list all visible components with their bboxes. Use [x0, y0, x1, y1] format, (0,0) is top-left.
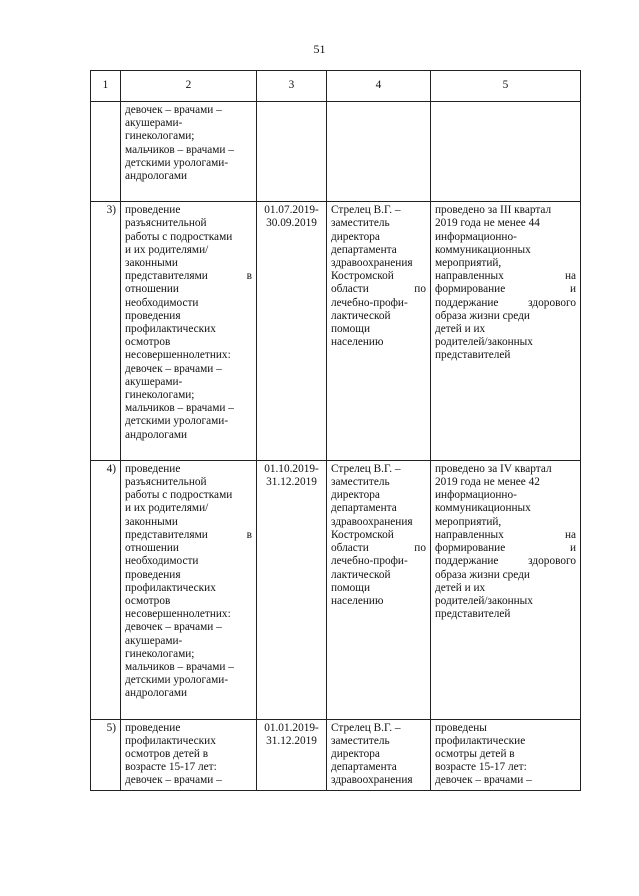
- cell-line: Стрелец В.Г. –: [331, 721, 401, 734]
- cell-line: 01.10.2019-: [264, 462, 319, 475]
- header-cell-4: 4: [327, 71, 431, 102]
- cell-line: мальчиков – врачами –: [125, 660, 234, 673]
- cell-word: по: [414, 283, 426, 296]
- cell-line: андрологами: [125, 428, 188, 441]
- cell-line: акушерами-: [125, 634, 183, 647]
- cell-line: заместитель: [331, 217, 390, 230]
- cell-line: здравоохранения: [331, 515, 413, 528]
- cell-line: несовершеннолетних:: [125, 349, 231, 362]
- cell-word: представителями: [125, 528, 208, 541]
- table-row: [91, 202, 581, 461]
- cell-line: необходимости: [125, 296, 199, 309]
- cell-word: формирование: [435, 542, 506, 555]
- cell-line: отношении: [125, 542, 179, 555]
- cell-line: работы с подростками: [125, 230, 233, 243]
- cell-word: поддержание: [435, 555, 499, 568]
- cell-line: мероприятий,: [435, 515, 502, 528]
- cell-line: андрологами: [125, 170, 188, 183]
- cell-line: и их родителями/: [125, 243, 209, 256]
- cell-line: образа жизни среди: [435, 309, 530, 322]
- cell-line: проведено за IV квартал: [435, 462, 552, 475]
- cell-line: лактической: [331, 309, 391, 322]
- cell-line: директора: [331, 747, 380, 760]
- cell-line: Стрелец В.Г. –: [331, 204, 401, 217]
- cell-line: лактической: [331, 568, 391, 581]
- cell-line: [125, 529, 252, 542]
- cell-word: направленных: [435, 270, 504, 283]
- cell-word: и: [569, 542, 576, 555]
- cell-line: проведены: [435, 721, 487, 734]
- cell-measure: [121, 719, 257, 790]
- cell-line: разъяснительной: [125, 217, 207, 230]
- cell-line: профилактических: [125, 581, 216, 594]
- cell-line: осмотров детей в: [125, 747, 209, 760]
- cell-num: [91, 102, 121, 202]
- cell-line: помощи: [331, 323, 371, 336]
- cell-responsible: [327, 719, 431, 790]
- cell-line: 31.12.2019: [266, 734, 317, 747]
- cell-line: несовершеннолетних:: [125, 608, 231, 621]
- cell-word: области: [331, 283, 369, 296]
- cell-line: разъяснительной: [125, 476, 207, 489]
- cell-word: здорового: [528, 555, 576, 568]
- cell-line: лечебно-профи-: [331, 296, 408, 309]
- cell-line: гинекологами;: [125, 130, 195, 143]
- cell-line: акушерами-: [125, 375, 183, 388]
- cell-line: [331, 542, 426, 555]
- table-row-continuation: [91, 102, 581, 202]
- cell-line: департамента: [331, 243, 397, 256]
- cell-line: лечебно-профи-: [331, 555, 408, 568]
- cell-responsible: [327, 102, 431, 202]
- cell-line: коммуникационных: [435, 243, 531, 256]
- cell-line: родителей/законных: [435, 336, 533, 349]
- cell-word: и: [569, 283, 576, 296]
- cell-period: [257, 719, 327, 790]
- cell-line: директора: [331, 489, 380, 502]
- cell-result: [431, 202, 581, 461]
- table-row: [91, 719, 581, 790]
- cell-line: мальчиков – врачами –: [125, 143, 234, 156]
- cell-line: [125, 270, 252, 283]
- cell-line: проведение: [125, 721, 181, 734]
- cell-line: представителей: [435, 608, 511, 621]
- cell-line: осмотров: [125, 336, 171, 349]
- cell-line: мальчиков – врачами –: [125, 402, 234, 415]
- header-cell-2: 2: [121, 71, 257, 102]
- cell-word: формирование: [435, 283, 506, 296]
- cell-responsible: [327, 460, 431, 719]
- cell-line: профилактических: [125, 734, 216, 747]
- cell-line: 30.09.2019: [266, 217, 317, 230]
- cell-word: поддержание: [435, 296, 499, 309]
- cell-line: андрологами: [125, 687, 188, 700]
- header-cell-1: 1: [91, 71, 121, 102]
- cell-num: 3): [91, 202, 121, 461]
- header-cell-5: 5: [431, 71, 581, 102]
- cell-line: населению: [331, 594, 384, 607]
- cell-line: директора: [331, 230, 380, 243]
- cell-line: проведение: [125, 462, 181, 475]
- cell-word: на: [564, 528, 576, 541]
- cell-responsible: [327, 202, 431, 461]
- cell-line: мероприятий,: [435, 257, 502, 270]
- cell-line: 01.07.2019-: [264, 204, 319, 217]
- cell-line: информационно-: [435, 489, 517, 502]
- cell-line: помощи: [331, 581, 371, 594]
- cell-line: проведено за III квартал: [435, 204, 552, 217]
- cell-line: детей и их: [435, 323, 486, 336]
- cell-line: родителей/законных: [435, 594, 533, 607]
- cell-line: Стрелец В.Г. –: [331, 462, 401, 475]
- cell-line: проведения: [125, 309, 181, 322]
- cell-line: заместитель: [331, 476, 390, 489]
- cell-period: [257, 102, 327, 202]
- cell-line: Костромской: [331, 528, 394, 541]
- cell-line: проведение: [125, 204, 181, 217]
- cell-result: [431, 102, 581, 202]
- cell-line: девочек – врачами –: [125, 621, 222, 634]
- cell-line: и их родителями/: [125, 502, 209, 515]
- cell-line: детскими урологами-: [125, 674, 229, 687]
- cell-line: [331, 283, 426, 296]
- header-cell-3: 3: [257, 71, 327, 102]
- cell-line: гинекологами;: [125, 647, 195, 660]
- cell-num: 5): [91, 719, 121, 790]
- cell-line: осмотров: [125, 594, 171, 607]
- cell-period: [257, 460, 327, 719]
- cell-word: на: [564, 270, 576, 283]
- cell-line: возрасте 15-17 лет:: [125, 761, 217, 774]
- cell-line: девочек – врачами –: [435, 774, 532, 787]
- cell-line: [435, 270, 576, 283]
- cell-line: [435, 283, 576, 296]
- cell-line: необходимости: [125, 555, 199, 568]
- cell-word: по: [414, 542, 426, 555]
- cell-line: работы с подростками: [125, 489, 233, 502]
- cell-line: [435, 555, 576, 568]
- cell-measure: [121, 202, 257, 461]
- cell-line: департамента: [331, 502, 397, 515]
- cell-line: образа жизни среди: [435, 568, 530, 581]
- cell-line: 2019 года не менее 42: [435, 476, 540, 489]
- cell-line: осмотры детей в: [435, 747, 515, 760]
- cell-line: представителей: [435, 349, 511, 362]
- cell-line: информационно-: [435, 230, 517, 243]
- cell-result: [431, 719, 581, 790]
- cell-line: законными: [125, 257, 178, 270]
- cell-period: [257, 202, 327, 461]
- table-row: [91, 460, 581, 719]
- cell-line: здравоохранения: [331, 774, 413, 787]
- cell-word: здорового: [528, 296, 576, 309]
- cell-line: девочек – врачами –: [125, 104, 222, 116]
- cell-line: заместитель: [331, 734, 390, 747]
- page-number: 51: [313, 42, 326, 56]
- cell-line: профилактических: [125, 323, 216, 336]
- cell-line: возрасте 15-17 лет:: [435, 761, 527, 774]
- cell-line: акушерами-: [125, 117, 183, 130]
- cell-measure: [121, 460, 257, 719]
- cell-line: детскими урологами-: [125, 415, 229, 428]
- cell-line: Костромской: [331, 270, 394, 283]
- cell-line: департамента: [331, 761, 397, 774]
- cell-line: девочек – врачами –: [125, 774, 222, 787]
- cell-line: отношении: [125, 283, 179, 296]
- cell-line: населению: [331, 336, 384, 349]
- cell-word: в: [246, 270, 252, 283]
- cell-line: здравоохранения: [331, 257, 413, 270]
- cell-line: 31.12.2019: [266, 476, 317, 489]
- cell-word: направленных: [435, 528, 504, 541]
- cell-measure: [121, 102, 257, 202]
- cell-result: [431, 460, 581, 719]
- cell-line: профилактические: [435, 734, 526, 747]
- cell-line: гинекологами;: [125, 389, 195, 402]
- cell-line: [435, 297, 576, 310]
- cell-line: коммуникационных: [435, 502, 531, 515]
- measures-table: [90, 70, 581, 791]
- cell-word: области: [331, 542, 369, 555]
- cell-line: [435, 529, 576, 542]
- cell-line: 01.01.2019-: [264, 721, 319, 734]
- cell-line: проведения: [125, 568, 181, 581]
- cell-word: в: [246, 528, 252, 541]
- table-header-row: [91, 71, 581, 102]
- cell-line: детскими урологами-: [125, 156, 229, 169]
- cell-num: 4): [91, 460, 121, 719]
- cell-line: законными: [125, 515, 178, 528]
- cell-line: девочек – врачами –: [125, 362, 222, 375]
- cell-line: [435, 542, 576, 555]
- cell-word: представителями: [125, 270, 208, 283]
- cell-line: детей и их: [435, 581, 486, 594]
- cell-line: 2019 года не менее 44: [435, 217, 540, 230]
